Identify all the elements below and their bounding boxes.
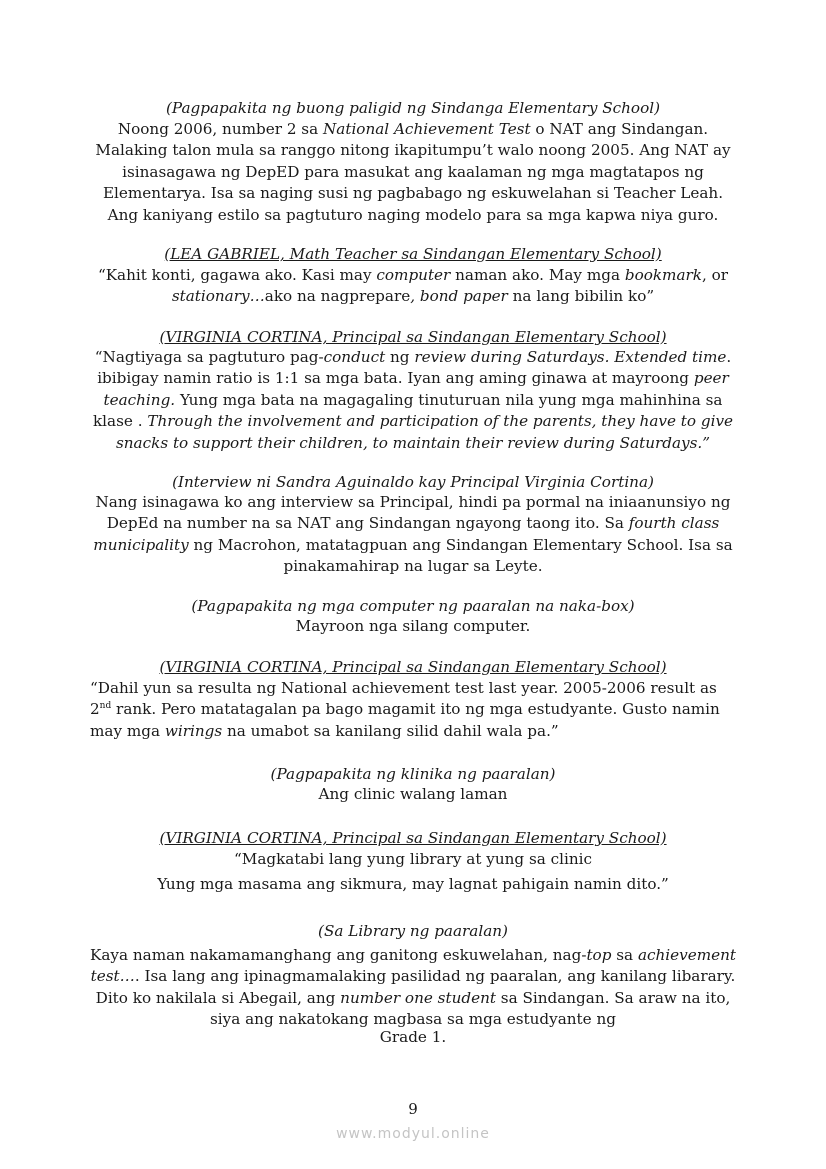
quote-paragraph: “Kahit konti, gagawa ako. Kasi may computer naman ako. May mga bookmark, or stationary…ako na nagprepare, bond paper na lang bibilin ko” [97,266,729,306]
watermark: www.modyul.online [336,1126,490,1142]
scene-caption: (Pagpapakita ng buong paligid ng Sindanga Elementary School) [166,99,660,117]
narration-paragraph: Nang isinagawa ko ang interview sa Principal, hindi pa pormal na iniaanunsiyo ng DepEd na number na sa NAT ang Sindangan ngayong taong ito. Sa fourth class municipality ng Macrohon, matatagpuan ang Sindangan Elementary School. Isa sa pinakamahirap na lugar sa Leyte. [93,493,733,576]
narration-paragraph: Noong 2006, number 2 sa National Achievement Test o NAT ang Sindangan. Malaking talon mula sa ranggo nitong ikapitumpu’t walo noong 2005. Ang NAT ay isinasagawa ng DepED para masukat ang kaalaman ng mga magtatapos ng Elementarya. Isa sa naging susi ng pagbabago ng eskuwelahan si Teacher Leah. Ang kaniyang estilo sa pagtuturo naging modelo para sa mga kapwa niya guro. [95,120,731,224]
narration-line: Grade 1. [379,1028,447,1046]
narration-line: Ang clinic walang laman [318,785,508,803]
narration-paragraph: Kaya naman nakamamanghang ang ganitong eskuwelahan, nag-top sa achievement test…. Isa lang ang ipinagmamalaking pasilidad ng paaralan, ang kanilang libarary. Dito ko nakilala si Abegail, ang number one student sa Sindangan. Sa araw na ito, siya ang nakatokang magbasa sa mga estudyante ng [90,946,736,1029]
narration-line: Mayroon nga silang computer. [295,617,531,635]
quote-paragraph: “Dahil yun sa resulta ng National achievement test last year. 2005-2006 result as 2nd rank. Pero matatagalan pa bago magamit ito ng mga estudyante. Gusto namin may mga wirings na umabot sa kanilang silid dahil wala pa.” [90,679,720,740]
quote-line: “Magkatabi lang yung library at yung sa clinic [234,850,592,868]
scene-caption: (Pagpapakita ng klinika ng paaralan) [270,765,556,783]
speaker-label: (LEA GABRIEL, Math Teacher sa Sindangan Elementary School) [164,245,662,263]
scene-caption: (Pagpapakita ng mga computer ng paaralan na naka-box) [191,597,635,615]
speaker-label: (VIRGINIA CORTINA, Principal sa Sindangan Elementary School) [159,829,667,847]
scene-caption: (Interview ni Sandra Aguinaldo kay Principal Virginia Cortina) [172,473,654,491]
quote-line: Yung mga masama ang sikmura, may lagnat pahigain namin dito.” [157,875,669,893]
speaker-label: (VIRGINIA CORTINA, Principal sa Sindangan Elementary School) [159,658,667,676]
speaker-label: (VIRGINIA CORTINA, Principal sa Sindangan Elementary School) [159,328,667,346]
page-number: 9 [408,1100,418,1118]
scene-caption: (Sa Library ng paaralan) [318,922,508,940]
quote-paragraph: “Nagtiyaga sa pagtuturo pag-conduct ng review during Saturdays. Extended time. ibibigay namin ratio is 1:1 sa mga bata. Iyan ang aming ginawa at mayroong peer teaching. Yung mga bata na magagaling tinuturuan nila yung mga mahinhina sa klase . Through the involvement and participation of the parents, they have to give snacks to support their children, to maintain their review during Saturdays.” [92,348,734,452]
